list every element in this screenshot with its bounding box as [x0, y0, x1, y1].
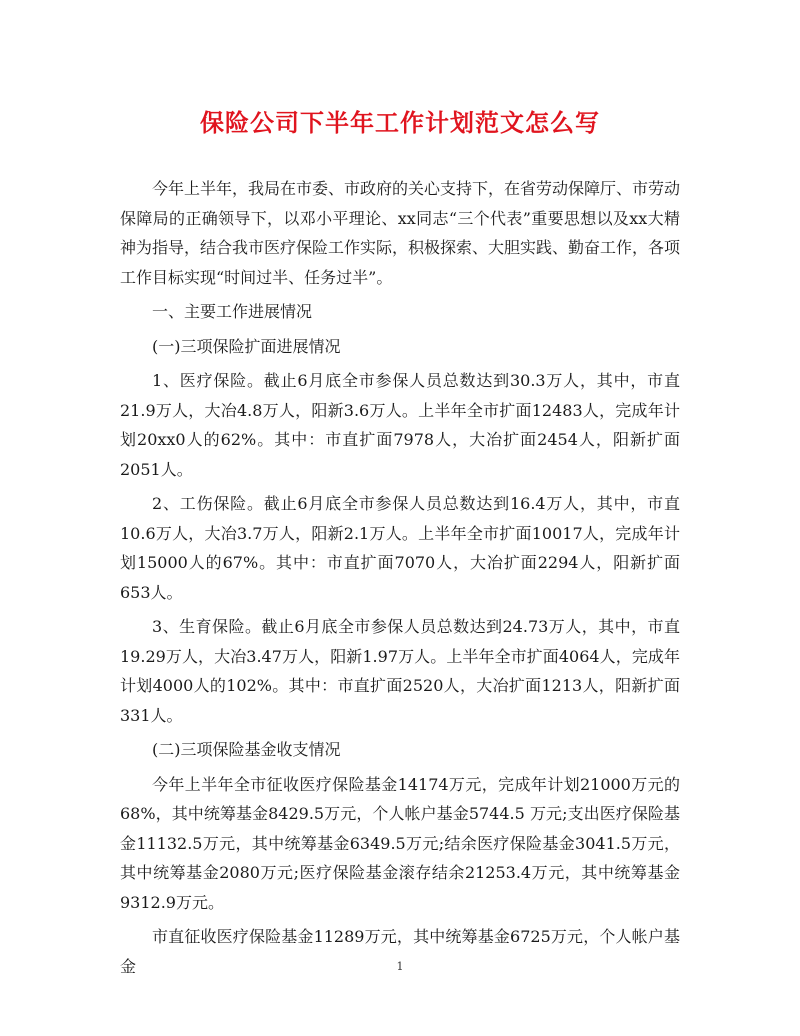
medical-insurance-paragraph: 1、医疗保险。截止6月底全市参保人员总数达到30.3万人，其中，市直21.9万人，大冶4.8万人，阳新3.6万人。上半年全市扩面12483人，完成年计划20xx0人的62%。其中：市直扩面7978人，大冶扩面2454人，阳新扩面2051人。: [120, 371, 680, 479]
work-injury-insurance-paragraph: 2、工伤保险。截止6月底全市参保人员总数达到16.4万人，其中，市直10.6万人，大冶3.7万人，阳新2.1万人。上半年全市扩面10017人，完成年计划15000人的67%。其中：市直扩面7070人，大冶扩面2294人，阳新扩面653人。: [120, 494, 680, 602]
page-number: 1: [396, 960, 404, 973]
document-title: 保险公司下半年工作计划范文怎么写: [200, 108, 600, 137]
section-heading-main-progress: 一、主要工作进展情况: [152, 302, 313, 321]
fund-summary-paragraph: 今年上半年全市征收医疗保险基金14174万元，完成年计划21000万元的68%，其中统筹基金8429.5万元，个人帐户基金5744.5 万元;支出医疗保险基金11132.5万元，其中统筹基金6349.5万元;结余医疗保险基金3041.5万元，其中统筹基金2080万元;医疗保险基金滚存结余21253.4万元，其中统筹基金9312.9万元。: [120, 774, 680, 912]
subsection-heading-fund: (二)三项保险基金收支情况: [152, 740, 341, 759]
maternity-insurance-paragraph: 3、生育保险。截止6月底全市参保人员总数达到24.73万人，其中，市直19.29万人，大冶3.47万人，阳新1.97万人。上半年全市扩面4064人，完成年计划4000人的102%。其中：市直扩面2520人，大冶扩面1213人，阳新扩面331人。: [120, 617, 680, 725]
intro-paragraph: 今年上半年，我局在市委、市政府的关心支持下，在省劳动保障厅、市劳动保障局的正确领导下，以邓小平理论、xx同志“三个代表”重要思想以及xx大精神为指导，结合我市医疗保险工作实际，积极探索、大胆实践、勤奋工作，各项工作目标实现“时间过半、任务过半”。: [120, 179, 681, 287]
document-body: [120, 174, 680, 986]
city-fund-paragraph: 市直征收医疗保险基金11289万元，其中统筹基金6725万元，个人帐户基金: [120, 927, 680, 976]
subsection-heading-coverage: (一)三项保险扩面进展情况: [152, 336, 341, 356]
